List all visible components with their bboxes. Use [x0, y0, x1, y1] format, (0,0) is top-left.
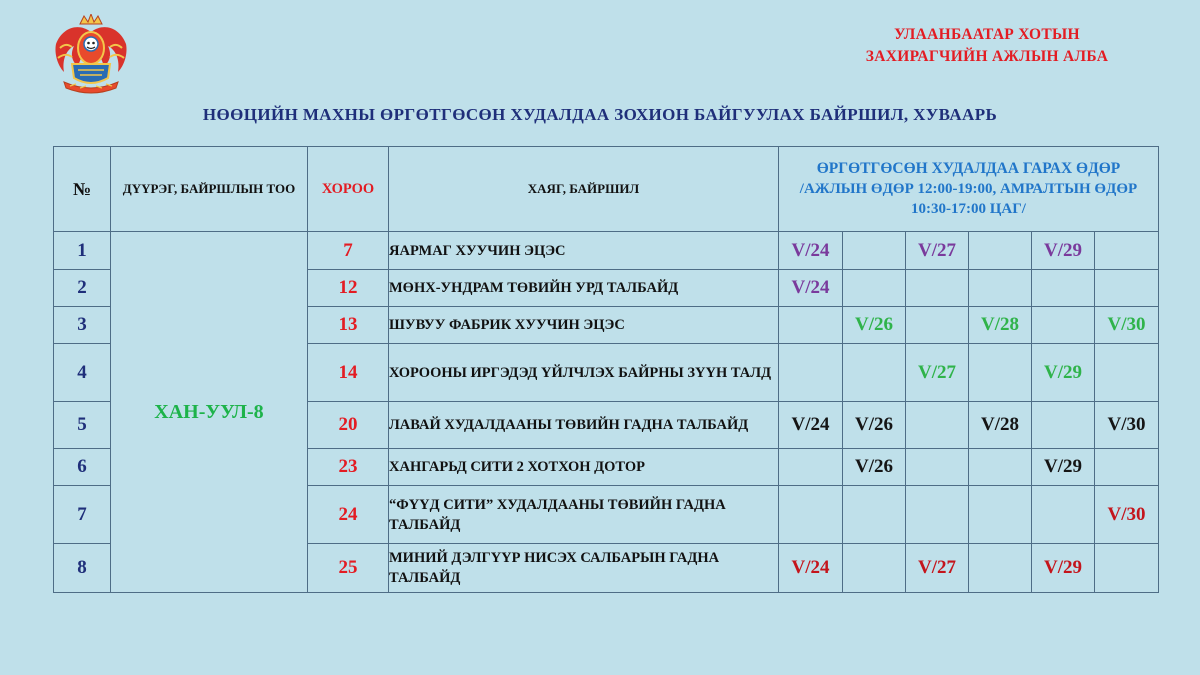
sale-day-cell — [969, 486, 1032, 544]
sale-day-cell — [1032, 270, 1095, 307]
sale-day-cell: V/26 — [843, 402, 906, 449]
sale-day-cell: V/27 — [906, 232, 969, 270]
table-row — [54, 232, 1159, 270]
sale-day-cell — [1095, 232, 1159, 270]
schedule-table — [53, 146, 1159, 593]
sale-day-cell — [906, 307, 969, 344]
sale-day-cell: V/29 — [1032, 449, 1095, 486]
row-number: 5 — [54, 402, 111, 449]
sale-day-cell — [779, 344, 843, 402]
sale-day-cell — [843, 232, 906, 270]
sale-day-cell — [843, 486, 906, 544]
sale-day-cell — [906, 270, 969, 307]
sale-day-cell — [969, 449, 1032, 486]
row-number: 8 — [54, 544, 111, 593]
sale-day-cell: V/29 — [1032, 232, 1095, 270]
sale-day-cell — [969, 344, 1032, 402]
sale-day-cell: V/30 — [1095, 307, 1159, 344]
sale-day-cell: V/24 — [779, 544, 843, 593]
address-location: ЯАРМАГ ХУУЧИН ЭЦЭС — [389, 232, 779, 270]
organization-name — [837, 24, 1137, 68]
row-number: 2 — [54, 270, 111, 307]
sale-day-cell — [1095, 270, 1159, 307]
sale-day-cell: V/29 — [1032, 344, 1095, 402]
sale-day-cell — [843, 544, 906, 593]
header-khoroo: ХОРОО — [308, 147, 389, 232]
sale-day-cell — [906, 486, 969, 544]
sale-day-cell: V/27 — [906, 344, 969, 402]
organization-line1: УЛААНБААТАР ХОТЫН — [894, 26, 1080, 43]
sale-day-cell — [969, 544, 1032, 593]
header-sale-days-line1: ӨРГӨТГӨСӨН ХУДАЛДАА ГАРАХ ӨДӨР — [816, 160, 1121, 177]
address-location: МИНИЙ ДЭЛГҮҮР НИСЭХ САЛБАРЫН ГАДНА ТАЛБАЙД — [389, 544, 779, 593]
address-location: ХАНГАРЬД СИТИ 2 ХОТХОН ДОТОР — [389, 449, 779, 486]
sale-day-cell: V/30 — [1095, 486, 1159, 544]
row-number: 3 — [54, 307, 111, 344]
sale-day-cell — [779, 307, 843, 344]
sale-day-cell — [843, 344, 906, 402]
sale-day-cell — [779, 449, 843, 486]
khoroo-number: 25 — [308, 544, 389, 593]
sale-day-cell — [1032, 402, 1095, 449]
sale-day-cell: V/28 — [969, 307, 1032, 344]
khoroo-number: 23 — [308, 449, 389, 486]
header-sale-days — [779, 147, 1159, 232]
sale-day-cell: V/29 — [1032, 544, 1095, 593]
header-district: ДҮҮРЭГ, БАЙРШЛЫН ТОО — [111, 147, 308, 232]
sale-day-cell: V/28 — [969, 402, 1032, 449]
header-number: № — [54, 147, 111, 232]
row-number: 6 — [54, 449, 111, 486]
organization-line2: ЗАХИРАГЧИЙН АЖЛЫН АЛБА — [865, 48, 1109, 65]
khoroo-number: 7 — [308, 232, 389, 270]
district-name: ХАН-УУЛ-8 — [111, 232, 308, 593]
header-address: ХАЯГ, БАЙРШИЛ — [389, 147, 779, 232]
row-number: 7 — [54, 486, 111, 544]
address-location: ЛАВАЙ ХУДАЛДААНЫ ТӨВИЙН ГАДНА ТАЛБАЙД — [389, 402, 779, 449]
sale-day-cell — [1095, 344, 1159, 402]
address-location: ХОРООНЫ ИРГЭДЭД ҮЙЛЧЛЭХ БАЙРНЫ ЗҮҮН ТАЛД — [389, 344, 779, 402]
sale-day-cell — [843, 270, 906, 307]
sale-day-cell: V/26 — [843, 307, 906, 344]
sale-day-cell — [1032, 307, 1095, 344]
khoroo-number: 12 — [308, 270, 389, 307]
page-title: НӨӨЦИЙН МАХНЫ ӨРГӨТГӨСӨН ХУДАЛДАА ЗОХИОН БАЙГУУЛАХ БАЙРШИЛ, ХУВААРЬ — [202, 105, 998, 124]
schedule-rows — [54, 232, 1159, 593]
sale-day-cell: V/27 — [906, 544, 969, 593]
sale-day-cell: V/24 — [779, 402, 843, 449]
sale-day-cell — [1095, 449, 1159, 486]
sale-day-cell — [969, 270, 1032, 307]
khoroo-number: 20 — [308, 402, 389, 449]
sale-day-cell — [779, 486, 843, 544]
sale-day-cell: V/24 — [779, 270, 843, 307]
sale-day-cell — [1032, 486, 1095, 544]
sale-day-cell — [969, 232, 1032, 270]
khoroo-number: 14 — [308, 344, 389, 402]
row-number: 1 — [54, 232, 111, 270]
sale-day-cell: V/26 — [843, 449, 906, 486]
khoroo-number: 24 — [308, 486, 389, 544]
address-location: МӨНХ-УНДРАМ ТӨВИЙН УРД ТАЛБАЙД — [389, 270, 779, 307]
row-number: 4 — [54, 344, 111, 402]
khoroo-number: 13 — [308, 307, 389, 344]
sale-day-cell: V/30 — [1095, 402, 1159, 449]
sale-day-cell — [1095, 544, 1159, 593]
ulaanbaatar-coat-of-arms-icon — [50, 14, 132, 94]
address-location: ШУВУУ ФАБРИК ХУУЧИН ЭЦЭС — [389, 307, 779, 344]
sale-day-cell — [906, 449, 969, 486]
sale-day-cell: V/24 — [779, 232, 843, 270]
address-location: “ФҮҮД СИТИ” ХУДАЛДААНЫ ТӨВИЙН ГАДНА ТАЛБАЙД — [389, 486, 779, 544]
sale-day-cell — [906, 402, 969, 449]
header-sale-days-line2: /АЖЛЫН ӨДӨР 12:00-19:00, АМРАЛТЫН ӨДӨР 10:30-17:00 ЦАГ/ — [799, 181, 1138, 217]
